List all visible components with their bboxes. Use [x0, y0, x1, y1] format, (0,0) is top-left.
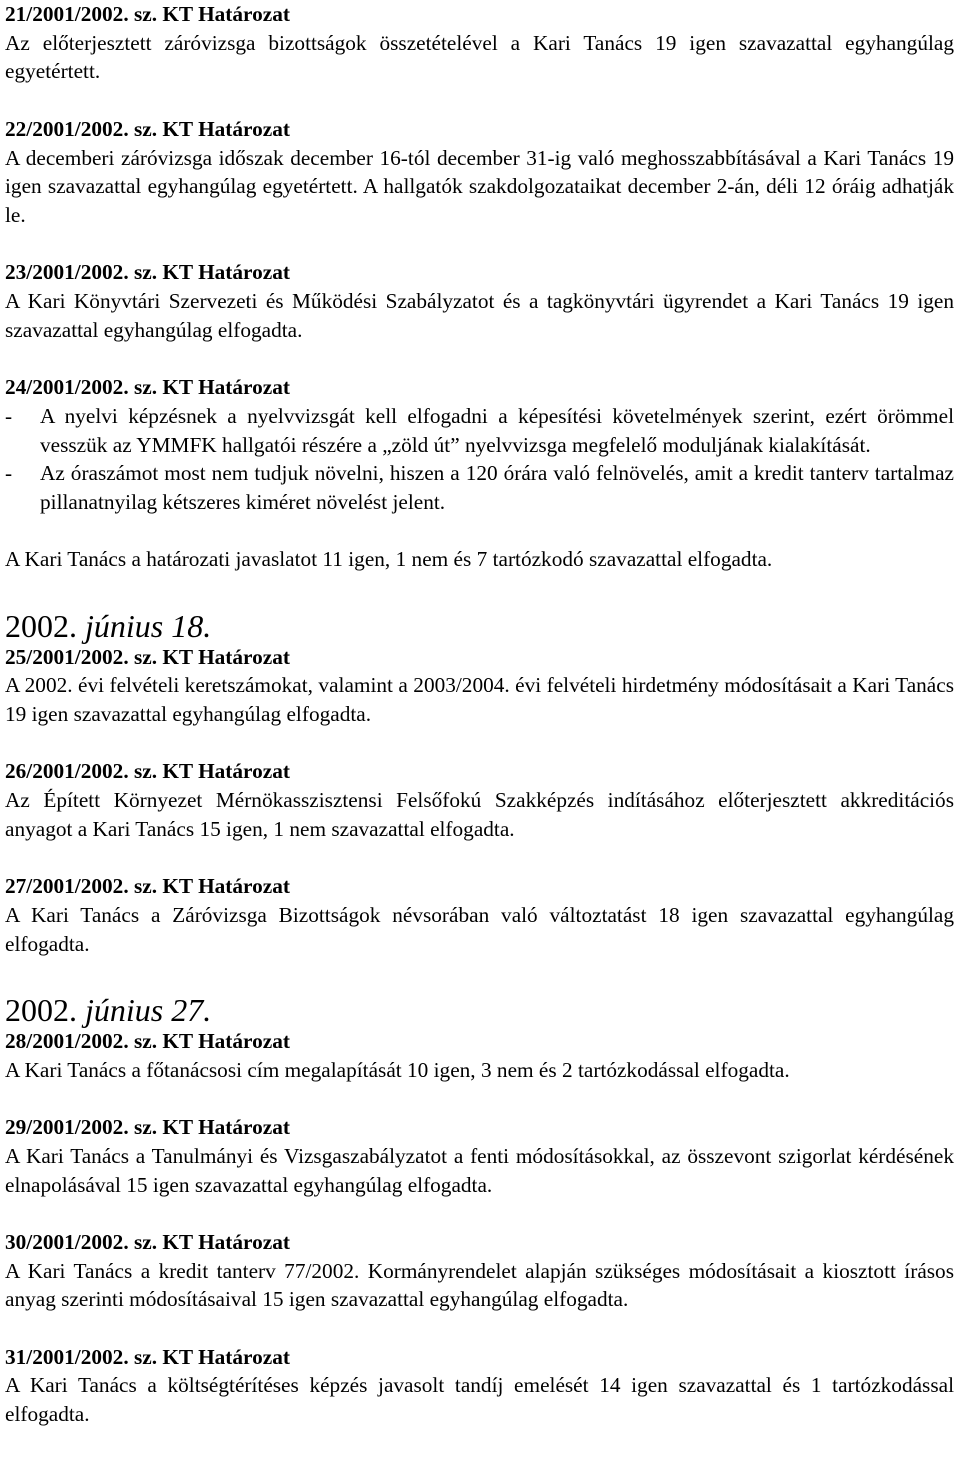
resolution-title: 24/2001/2002. sz. KT Határozat	[5, 375, 290, 400]
resolution-text: A Kari Tanács a főtanácsosi cím megalapítását 10 igen, 3 nem és 2 tartózkodással elfogadta.	[5, 1057, 790, 1082]
resolution-title: 21/2001/2002. sz. KT Határozat	[5, 2, 290, 26]
spacer	[5, 517, 954, 546]
resolution-title: 31/2001/2002. sz. KT Határozat	[5, 1344, 290, 1369]
session-date-year: 2002.	[5, 992, 77, 1029]
resolution-text: A Kari Tanács a költségtérítéses képzés javasolt tandíj emelését 14 igen szavazattal és 1 tartózkodással elfogadta.	[5, 1373, 954, 1427]
resolution-title: 28/2001/2002. sz. KT Határozat	[5, 1029, 290, 1054]
resolution-title: 30/2001/2002. sz. KT Határozat	[5, 1229, 290, 1254]
resolution-title: 25/2001/2002. sz. KT Határozat	[5, 644, 290, 669]
resolution-25	[5, 609, 954, 729]
resolution-title: 29/2001/2002. sz. KT Határozat	[5, 1115, 290, 1140]
resolution-text: A Kari Tanács a kredit tanterv 77/2002. Kormányrendelet alapján szükséges módosításait a kiosztott írásos anyag szerinti módosításaival 15 igen szavazattal egyhangúlag elfogadta.	[5, 1258, 954, 1312]
session-date-heading	[5, 609, 954, 643]
resolution-title: 27/2001/2002. sz. KT Határozat	[5, 874, 290, 899]
session-date-heading	[5, 993, 954, 1027]
resolution-text: A Kari Tanács a Tanulmányi és Vizsgaszabályzatot a fenti módosításokkal, az összevont szigorlat kérdésének elnapolásával 15 igen szavazattal egyhangúlag elfogadta.	[5, 1143, 954, 1197]
bullet-item	[5, 402, 954, 459]
resolution-text: Az előterjesztett záróvizsga bizottságok összetételével a Kari Tanács 19 igen szavazattal egyhangúlag egyetértett.	[5, 30, 954, 84]
resolution-text: A decemberi záróvizsga időszak december 16-tól december 31-ig való meghosszabbításával a Kari Tanács 19 igen szavazattal egyhangúlag egyetértett. A hallgatók szakdolgozataikat december 2-án, déli 12 óráig adhatják le.	[5, 145, 954, 227]
resolution-text: A Kari Tanács a Záróvizsga Bizottságok névsorában való változtatást 18 igen szavazattal egyhangúlag elfogadta.	[5, 902, 954, 956]
resolution-30	[5, 1228, 954, 1314]
bullet-text: A nyelvi képzésnek a nyelvvizsgát kell elfogadni a képesítési követelmények szerint, ezért örömmel vesszük az YMMFK hallgatói részére a „zöld út” nyelvvizsga megfelelő moduljának kialakítását.	[40, 403, 954, 457]
resolution-27	[5, 872, 954, 958]
bullet-item	[5, 459, 954, 516]
bullet-text: Az óraszámot most nem tudjuk növelni, hiszen a 120 órára való felnövelés, amit a kredit tanterv tartalmaz pillanatnyilag kétszeres kiméret növelést jelent.	[40, 461, 954, 514]
spacer	[5, 230, 954, 259]
resolution-26	[5, 757, 954, 843]
resolution-title: 22/2001/2002. sz. KT Határozat	[5, 116, 290, 141]
resolution-text: A Kari Könyvtári Szervezeti és Működési Szabályzatot és a tagkönyvtári ügyrendet a Kari Tanács 19 igen szavazattal egyhangúlag elfogadta.	[5, 289, 954, 342]
spacer	[5, 958, 954, 987]
spacer	[5, 1084, 954, 1113]
session-date-month: június 27.	[85, 992, 212, 1029]
resolution-28	[5, 993, 954, 1084]
spacer	[5, 1314, 954, 1343]
resolution-text: Az Épített Környezet Mérnökasszisztensi Felsőfokú Szakképzés indításához előterjesztett akkreditációs anyagot a Kari Tanács 15 igen, 1 nem szavazattal elfogadta.	[5, 788, 954, 841]
bullet-mark: -	[5, 403, 13, 428]
resolution-21	[5, 0, 954, 86]
resolution-text: A 2002. évi felvételi keretszámokat, valamint a 2003/2004. évi felvételi hirdetmény módosításait a Kari Tanács 19 igen szavazattal egyhangúlag elfogadta.	[5, 673, 954, 727]
spacer	[5, 844, 954, 873]
spacer	[5, 574, 954, 603]
spacer	[5, 86, 954, 115]
resolution-29	[5, 1113, 954, 1199]
resolution-22	[5, 115, 954, 230]
resolution-title: 23/2001/2002. sz. KT Határozat	[5, 260, 290, 285]
resolution-title: 26/2001/2002. sz. KT Határozat	[5, 759, 290, 784]
spacer	[5, 344, 954, 373]
session-date-month: június 18.	[85, 607, 212, 644]
session-date-year: 2002.	[5, 607, 77, 644]
spacer	[5, 1199, 954, 1228]
resolution-31	[5, 1343, 954, 1429]
spacer	[5, 729, 954, 758]
resolution-text: A Kari Tanács a határozati javaslatot 11 igen, 1 nem és 7 tartózkodó szavazattal elfogadta.	[5, 547, 773, 572]
resolution-24	[5, 373, 954, 574]
resolution-23	[5, 258, 954, 344]
bullet-mark: -	[5, 461, 13, 486]
